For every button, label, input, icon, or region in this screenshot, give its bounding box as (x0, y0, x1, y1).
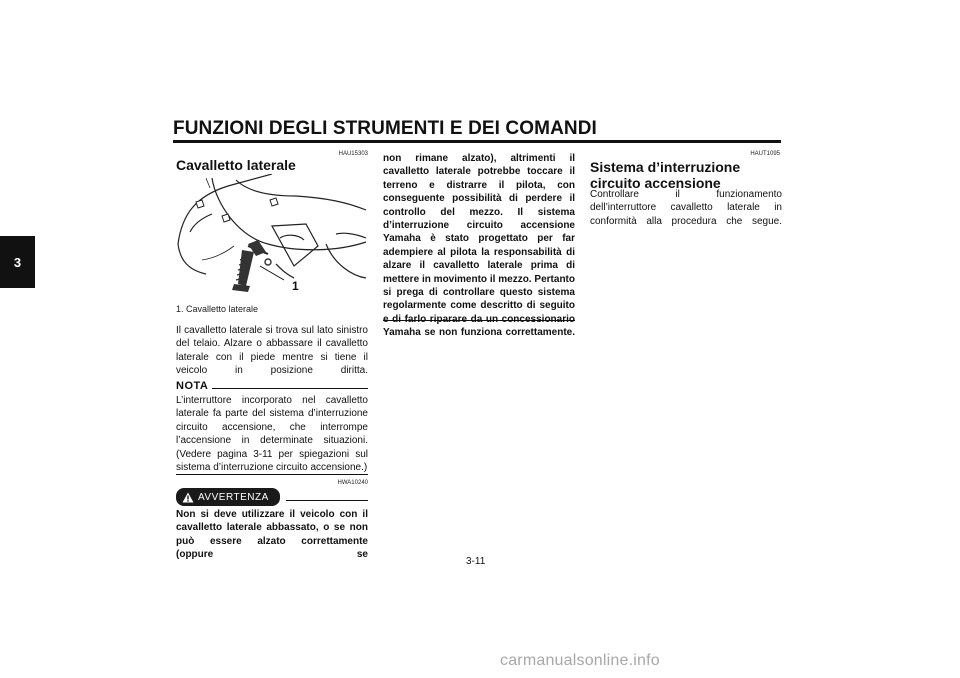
warning-label: AVVERTENZA (198, 491, 269, 503)
warning-rule-top (286, 500, 368, 501)
section-code: HAU15303 (338, 151, 368, 157)
warning-rule-bottom (383, 320, 575, 321)
section-heading-cavalletto: Cavalletto laterale (176, 157, 296, 173)
sidestand-illustration (176, 174, 368, 298)
note-label: NOTA (176, 380, 209, 392)
chapter-tab: 3 (0, 236, 35, 288)
note-rule-top (212, 388, 368, 389)
warning-code: HWA10240 (337, 480, 368, 486)
warning-text-continued: non rimane alzato), altrimenti il cavalletto laterale potrebbe toccare il terreno e distrarre il pilota, con conseguente possibilità di perdere il controllo del mezzo. Il sistema d’interruzione circuito accensione Yamaha è stato progettato per far adempiere al pilota la responsabilità di alzare il cavalletto laterale prima di mettere in movimento il mezzo. Pertanto si prega di controllare questo sistema regolarmente come descritto di seguito Yamaha se non funziona correttamente. (383, 153, 575, 339)
watermark: carmanualsonline.info (500, 652, 660, 669)
figure-callout: 1 (292, 279, 299, 293)
figure-caption: 1. Cavalletto laterale (176, 304, 259, 314)
section-heading-sistema: Sistema d’interruzione circuito accensione (590, 159, 741, 191)
header-rule (173, 140, 781, 143)
body-paragraph: Il cavalletto laterale si trova sul lato sinistro del telaio. Alzare o abbassare il cavalletto laterale con il piede mentre si tiene il veicolo in posizione diritta. (176, 325, 368, 377)
warning-text: Non si deve utilizzare il veicolo con il cavalletto laterale abbassato, o se non può essere alzato correttamente (oppure se (176, 509, 368, 561)
warning-triangle-icon (182, 492, 194, 503)
note-text: L’interruttore incorporato nel cavalletto laterale fa parte del sistema d’interruzione circuito accensione, che interrompe l’accensione in determinate situazioni. (Vedere pagina 3-11 per spiegazioni sul sistema d’interruzione circuito accensione.) (176, 395, 368, 474)
page-number: 3-11 (466, 556, 486, 567)
note-rule-bottom (176, 474, 368, 475)
warning-badge (176, 488, 280, 506)
section-body-sistema: Controllare il funzionamento dell’interruttore cavalletto laterale in conformità alla procedura che segue. (590, 189, 782, 227)
section-code-2: HAUT1095 (750, 151, 780, 157)
page-title: FUNZIONI DEGLI STRUMENTI E DEI COMANDI (173, 118, 597, 139)
